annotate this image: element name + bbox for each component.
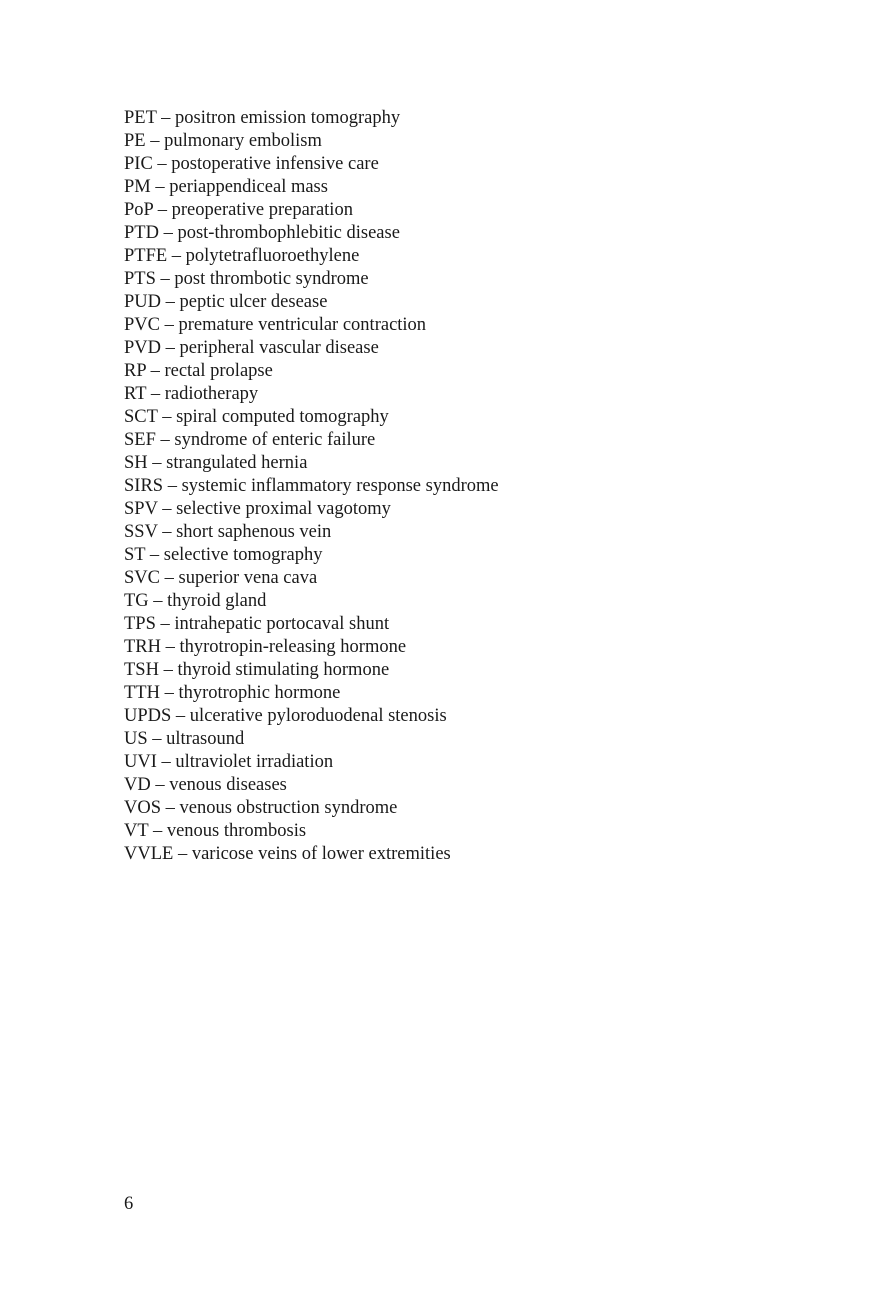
- list-item: SH – strangulated hernia: [124, 453, 308, 473]
- list-item: TRH – thyrotropin-releasing hormone: [124, 637, 407, 657]
- list-item: SVC – superior vena cava: [124, 568, 318, 588]
- list-item: SIRS – systemic inflammatory response syndrome: [124, 476, 499, 496]
- list-item: PoP – preoperative preparation: [124, 200, 353, 220]
- list-item: SSV – short saphenous vein: [124, 522, 332, 542]
- list-item: VD – venous diseases: [124, 775, 287, 795]
- list-item: US – ultrasound: [124, 729, 245, 749]
- list-item: PVC – premature ventricular contraction: [124, 315, 427, 335]
- list-item: VT – venous thrombosis: [124, 821, 307, 841]
- list-item: PTS – post thrombotic syndrome: [124, 269, 369, 289]
- list-item: PVD – peripheral vascular disease: [124, 338, 379, 358]
- list-item: PE – pulmonary embolism: [124, 131, 322, 151]
- list-item: PTD – post-thrombophlebitic disease: [124, 223, 400, 243]
- list-item: PIC – postoperative infensive care: [124, 154, 379, 174]
- page-number: 6: [124, 1194, 134, 1214]
- list-item: PM – periappendiceal mass: [124, 177, 328, 197]
- list-item: TTH – thyrotrophic hormone: [124, 683, 341, 703]
- list-item: TPS – intrahepatic portocaval shunt: [124, 614, 390, 634]
- list-item: TSH – thyroid stimulating hormone: [124, 660, 390, 680]
- list-item: SEF – syndrome of enteric failure: [124, 430, 376, 450]
- list-item: RP – rectal prolapse: [124, 361, 273, 381]
- list-item: TG – thyroid gland: [124, 591, 267, 611]
- list-item: RT – radiotherapy: [124, 384, 259, 404]
- list-item: SPV – selective proximal vagotomy: [124, 499, 391, 519]
- list-item: PET – positron emission tomography: [124, 108, 401, 128]
- list-item: ST – selective tomography: [124, 545, 323, 565]
- list-item: VVLE – varicose veins of lower extremities: [124, 844, 451, 864]
- abbreviation-list: [124, 107, 499, 866]
- list-item: PUD – peptic ulcer desease: [124, 292, 328, 312]
- list-item: VOS – venous obstruction syndrome: [124, 798, 398, 818]
- list-item: PTFE – polytetrafluoroethylene: [124, 246, 360, 266]
- list-item: SCT – spiral computed tomography: [124, 407, 389, 427]
- list-item: UPDS – ulcerative pyloroduodenal stenosis: [124, 706, 447, 726]
- list-item: UVI – ultraviolet irradiation: [124, 752, 334, 772]
